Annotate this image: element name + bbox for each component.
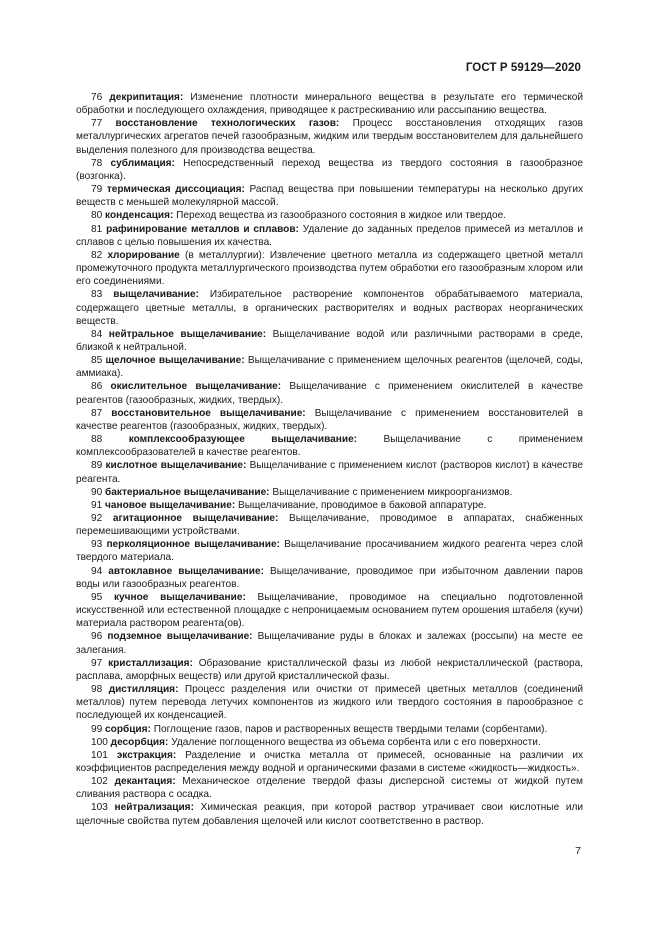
- term-name: экстракция:: [116, 749, 177, 761]
- term-definition: Распад вещества при повышении температуры на несколько других веществ с меньшей молекулярной массой.: [76, 184, 584, 209]
- term-number: 97: [91, 657, 103, 669]
- term-definition: Разделение и очистка металла от примесей, основанные на различии их коэффициентов распределения между водной и органическими фазами в системе «жидкость—жидкость».: [76, 749, 583, 774]
- term-entry: [76, 209, 583, 222]
- term-number: 83: [91, 289, 103, 301]
- term-definition: Выщелачивание руды в блоках и залежах (россыпи) на месте ее залегания.: [76, 631, 583, 656]
- term-entry: [76, 380, 583, 406]
- term-definition: Выщелачивание с применением окислителей в качестве реагентов (газообразных, жидких, твердых).: [76, 381, 583, 406]
- standard-header: ГОСТ Р 59129—2020: [465, 62, 581, 74]
- term-number: 93: [91, 539, 103, 551]
- term-name: агитационное выщелачивание:: [112, 513, 279, 524]
- term-number: 103: [91, 802, 108, 814]
- term-number: 88: [91, 434, 103, 446]
- term-definition: Механическое отделение твердой фазы дисперсной системы от жидкой путем сливания раствора с осадка.: [76, 776, 583, 801]
- term-entry: [76, 723, 583, 736]
- term-entry: [76, 499, 583, 512]
- term-definition: Выщелачивание с применением восстановителей в качестве реагентов (газообразных, жидких, твердых).: [76, 407, 583, 432]
- term-entry: [76, 117, 583, 156]
- term-definition: Поглощение газов, паров и растворенных веществ твердыми телами (сорбентами).: [150, 723, 548, 735]
- term-entry: [76, 736, 583, 749]
- term-name: декрипитация:: [109, 92, 184, 103]
- term-definition: Процесс восстановления отходящих газов металлургических агрегатов печей газообразным, жидким или твердым восстановителем для дальнейшего выделения полезного для производства вещества.: [76, 118, 583, 156]
- term-number: 95: [91, 591, 103, 603]
- term-name: термическая диссоциация:: [106, 184, 245, 196]
- term-name: сублимация:: [110, 157, 175, 169]
- term-entry: [76, 512, 583, 538]
- term-definition: Химическая реакция, при которой раствор утрачивает свои кислотные или щелочные свойства путем добавления щелочей или кислот соответственно в раствор.: [76, 802, 584, 827]
- term-name: сорбция:: [105, 723, 151, 735]
- term-name: комплексообразующее выщелачивание:: [128, 434, 358, 446]
- terms-list: [76, 91, 583, 828]
- term-definition: (в металлургии): Извлечение цветного металла из содержащего цветной металл промежуточного продукта металлургического производства путем обработки его газообразным хлором или его соединениями.: [76, 249, 583, 288]
- term-definition: Удаление поглощенного вещества из объема сорбента или с его поверхности.: [168, 736, 541, 748]
- term-number: 85: [91, 355, 103, 367]
- term-definition: Выщелачивание с применением щелочных реагентов (щелочей, соды, аммиака).: [76, 355, 583, 380]
- term-name: десорбция:: [110, 736, 169, 748]
- term-definition: Выщелачивание с применением микроорганизмов.: [269, 486, 513, 498]
- term-number: 78: [91, 157, 103, 169]
- term-entry: [76, 683, 583, 722]
- term-name: кислотное выщелачивание:: [105, 460, 247, 472]
- term-number: 76: [91, 92, 103, 103]
- term-name: дистилляция:: [108, 684, 179, 696]
- term-definition: Изменение плотности минерального вещества в результате его термической обработки и последующего охлаждения, приводящее к растрескиванию или рассыпанию вещества.: [76, 92, 583, 117]
- term-definition: Выщелачивание, проводимое в аппаратах, снабженных перемешивающими устройствами.: [76, 513, 583, 538]
- term-number: 80: [91, 210, 103, 222]
- term-name: восстановление технологических газов:: [115, 118, 340, 130]
- term-definition: Удаление до заданных пределов примесей из металлов и сплавов с целью повышения их качества.: [76, 223, 583, 248]
- term-name: кристаллизация:: [108, 657, 193, 669]
- term-definition: Процесс разделения или очистки от примесей цветных металлов (соединений металлов) путем перевода летучих компонентов из жидкого или твердого состояния в парообразное с последующей их конденсацией.: [76, 684, 584, 722]
- term-number: 92: [91, 513, 103, 524]
- term-definition: Избирательное растворение компонентов обрабатываемого материала, содержащего цветные металлы, в органических растворителях и водных растворах неорганических веществ.: [76, 289, 583, 327]
- term-number: 87: [91, 407, 103, 419]
- term-entry: [76, 591, 583, 630]
- term-entry: [76, 407, 583, 433]
- term-entry: [76, 91, 583, 117]
- term-entry: [76, 223, 583, 249]
- term-name: автоклавное выщелачивание:: [108, 565, 264, 577]
- term-number: 99: [91, 723, 103, 735]
- term-definition: Переход вещества из газообразного состояния в жидкое или твердое.: [173, 210, 507, 222]
- term-definition: Выщелачивание с применением комплексообразователей в качестве реагентов.: [76, 434, 583, 459]
- term-number: 91: [91, 499, 103, 511]
- term-name: конденсация:: [105, 210, 174, 222]
- term-entry: [76, 288, 583, 327]
- term-name: кучное выщелачивание:: [113, 591, 246, 603]
- term-entry: [76, 565, 583, 591]
- term-entry: [76, 801, 583, 827]
- term-entry: [76, 249, 583, 288]
- term-name: подземное выщелачивание:: [107, 631, 253, 643]
- term-number: 77: [91, 118, 103, 130]
- term-name: нейтрализация:: [114, 802, 194, 814]
- term-name: перколяционное выщелачивание:: [106, 539, 280, 551]
- term-number: 100: [91, 736, 108, 748]
- term-number: 96: [91, 631, 103, 643]
- term-number: 101: [91, 749, 108, 761]
- term-entry: [76, 157, 583, 183]
- term-entry: [76, 459, 583, 485]
- term-definition: Образование кристаллической фазы из любой некристаллической (раствора, расплава, аморфных веществ) или другой кристаллической фазы.: [76, 657, 583, 682]
- term-entry: [76, 183, 583, 209]
- term-definition: Выщелачивание водой или различными растворами в среде, близкой к нейтральной.: [76, 328, 583, 353]
- term-name: хлорирование: [107, 249, 180, 261]
- term-name: бактериальное выщелачивание:: [105, 486, 270, 498]
- term-number: 102: [91, 776, 108, 788]
- term-number: 94: [91, 565, 103, 577]
- term-name: нейтральное выщелачивание:: [108, 328, 267, 340]
- term-definition: Выщелачивание просачиванием жидкого реагента через слой твердого материала.: [76, 539, 583, 564]
- term-definition: Выщелачивание, проводимое при избыточном давлении паров воды или газообразных реагентов.: [76, 565, 583, 590]
- term-definition: Выщелачивание, проводимое на специально подготовленной искусственной или естественной площадке с непроницаемым основанием путем орошения штабеля (кучи) материала раствором реагента(ов).: [76, 591, 583, 630]
- term-number: 82: [91, 249, 103, 261]
- term-entry: [76, 630, 583, 656]
- term-number: 86: [91, 381, 103, 393]
- term-number: 98: [91, 684, 103, 696]
- term-number: 84: [91, 328, 103, 340]
- term-entry: [76, 328, 583, 354]
- term-name: щелочное выщелачивание:: [105, 355, 245, 367]
- term-name: чановое выщелачивание:: [105, 499, 236, 511]
- term-entry: [76, 657, 583, 683]
- term-name: восстановительное выщелачивание:: [111, 407, 306, 419]
- term-definition: Непосредственный переход вещества из твердого состояния в газообразное (возгонка).: [76, 157, 584, 182]
- term-number: 79: [91, 184, 103, 196]
- term-name: рафинирование металлов и сплавов:: [106, 223, 299, 235]
- term-definition: Выщелачивание, проводимое в баковой аппаратуре.: [235, 499, 487, 511]
- term-name: выщелачивание:: [113, 289, 199, 301]
- term-entry: [76, 433, 583, 459]
- term-entry: [76, 749, 583, 775]
- term-name: окислительное выщелачивание:: [110, 381, 282, 393]
- term-number: 89: [91, 460, 103, 472]
- term-number: 90: [91, 486, 103, 498]
- term-definition: Выщелачивание с применением кислот (растворов кислот) в качестве реагента.: [76, 460, 583, 485]
- term-number: 81: [91, 223, 103, 235]
- term-entry: [76, 354, 583, 380]
- page-number: 7: [575, 845, 581, 857]
- term-entry: [76, 486, 583, 499]
- term-entry: [76, 538, 583, 564]
- term-entry: [76, 775, 583, 801]
- term-name: декантация:: [114, 776, 176, 788]
